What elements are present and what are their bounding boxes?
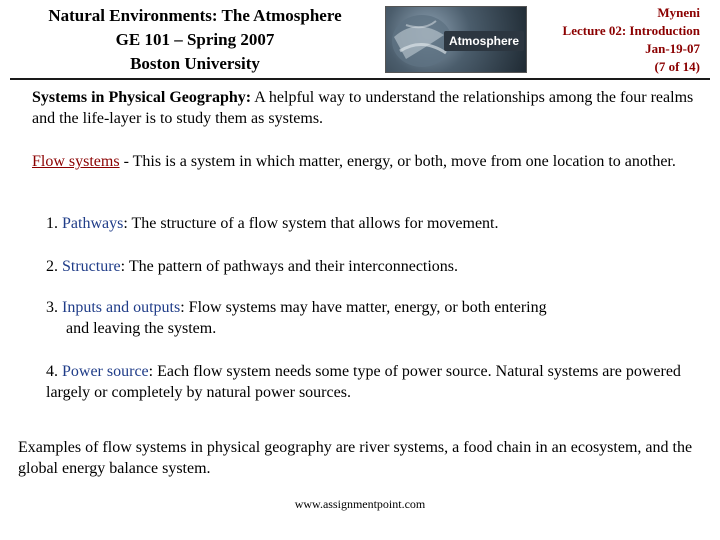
list-item-structure: [46, 256, 696, 277]
header-divider: [10, 78, 710, 80]
footer-site: www.assignmentpoint.com: [294, 497, 426, 511]
list-item-number: 3.: [46, 299, 62, 316]
list-item-term: Power source: [62, 363, 149, 380]
list-item-number: 1.: [46, 215, 62, 232]
flow-systems-paragraph: [32, 151, 702, 172]
list-item-number: 4.: [46, 363, 62, 380]
list-item-pathways: [46, 213, 696, 234]
course-code-term: GE 101 – Spring 2007: [115, 30, 275, 49]
list-item-power-source: [46, 361, 686, 403]
logo-label: Atmosphere: [444, 31, 524, 51]
atmosphere-logo-image: [385, 6, 527, 73]
lecture-title: Lecture 02: Introduction: [562, 23, 700, 38]
list-item-text: : Each flow system needs some type of power source. Natural systems are powered largely or completely by natural power sources.: [46, 363, 681, 401]
list-item-text: : The pattern of pathways and their interconnections.: [120, 258, 459, 275]
page-indicator: (7 of 14): [654, 59, 700, 74]
list-item-term: Pathways: [62, 215, 124, 232]
author-name: Myneni: [657, 5, 700, 20]
examples-paragraph: Examples of flow systems in physical geography are river systems, a food chain in an ecosystem, and the global energy balance system.: [18, 439, 693, 477]
course-header: [14, 4, 376, 76]
lecture-info: [530, 4, 700, 76]
lecture-date: Jan-19-07: [645, 41, 700, 56]
list-item-inputs-outputs: [46, 297, 686, 339]
list-item-continuation: and leaving the system.: [66, 320, 217, 337]
course-title: Natural Environments: The Atmosphere: [48, 6, 342, 25]
list-item-term: Inputs and outputs: [62, 299, 181, 316]
systems-term: Systems in Physical Geography:: [32, 89, 252, 106]
flow-systems-term: Flow systems: [32, 153, 120, 170]
systems-paragraph: [32, 87, 702, 129]
list-item-text: : The structure of a flow system that allows for movement.: [123, 215, 499, 232]
list-item-term: Structure: [62, 258, 121, 275]
list-item-text: : Flow systems may have matter, energy, or both entering: [180, 299, 547, 316]
flow-systems-text: - This is a system in which matter, energy, or both, move from one location to another.: [119, 153, 676, 170]
systems-text: A helpful way to understand the relationships among the four realms and the life-layer is to study them as systems.: [32, 89, 694, 127]
list-item-number: 2.: [46, 258, 62, 275]
university-name: Boston University: [130, 54, 260, 73]
